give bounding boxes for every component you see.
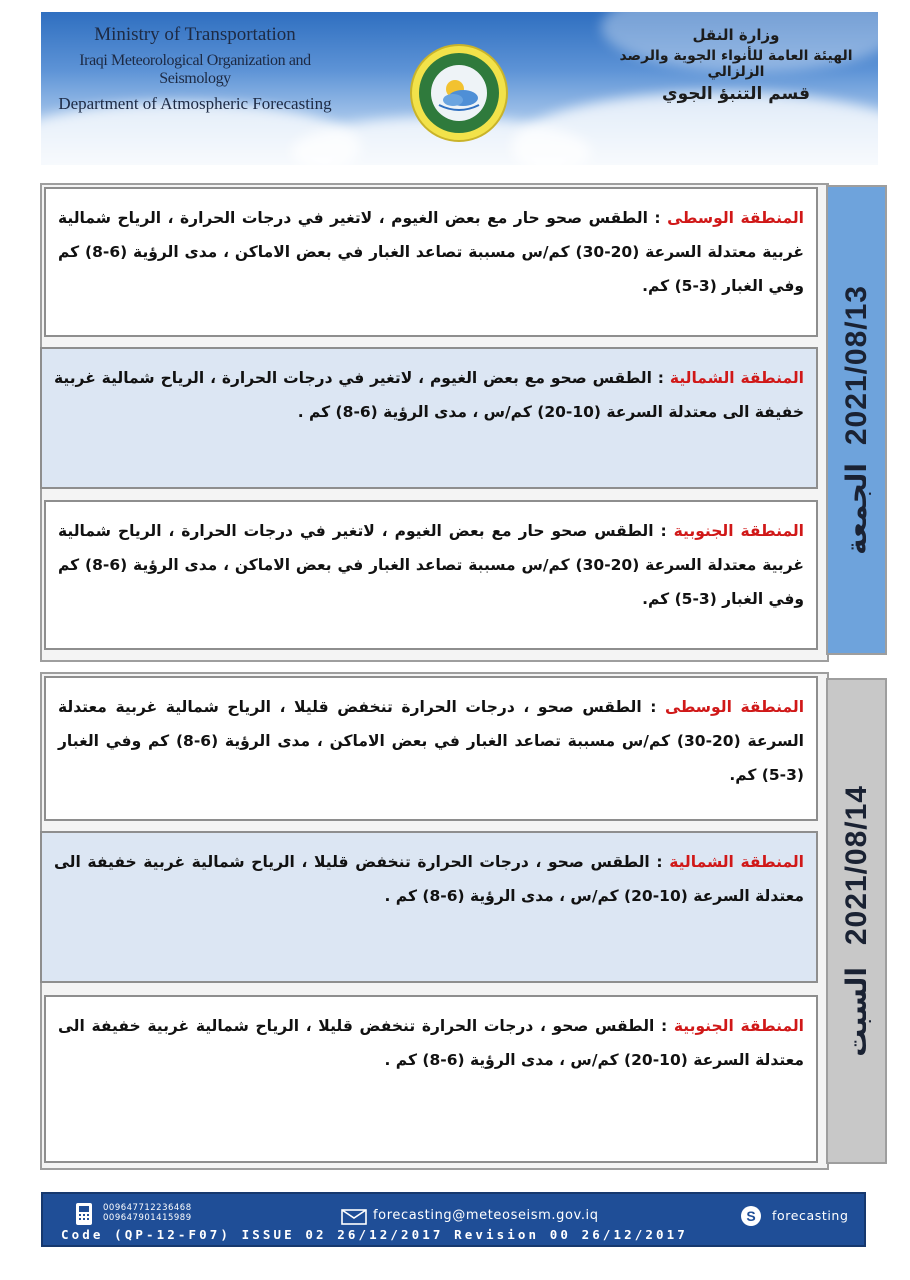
- region-label: المنطقة الوسطى: [667, 209, 804, 227]
- region-label: المنطقة الشمالية: [669, 369, 804, 387]
- day2-southern-region-box: المنطقة الجنوبية : الطقس صحو ، درجات الحرارة تنخفض قليلا ، الرياح شمالية غربية خفيفة الى معتدلة السرعة (10-20) كم/س ، مدى الرؤية (6-8) كم .: [44, 995, 818, 1163]
- document-code-line: Code (QP-12-F07) ISSUE 02 26/12/2017 Revision 00 26/12/2017: [61, 1227, 688, 1242]
- contact-footer: [41, 1192, 866, 1247]
- mail-icon: [341, 1209, 367, 1225]
- forecast-text: الطقس صحو حار مع بعض الغيوم ، لاتغير في درجات الحرارة ، الرياح شمالية غربية معتدلة السرعة (20-30) كم/س مسببة تصاعد الغبار في بعض الاماكن ، مدى الرؤية (6-8) كم وفي الغبار (3-5) كم.: [58, 522, 804, 608]
- forecast-text: الطقس صحو حار مع بعض الغيوم ، لاتغير في درجات الحرارة ، الرياح شمالية غربية معتدلة السرعة (20-30) كم/س مسببة تصاعد الغبار في بعض الاماكن ، مدى الرؤية (6-8) كم وفي الغبار (3-5) كم.: [58, 209, 804, 295]
- day1-northern-region-box: المنطقة الشمالية : الطقس صحو مع بعض الغيوم ، لاتغير في درجات الحرارة ، الرياح شمالية غربية خفيفة الى معتدلة السرعة (10-20) كم/س ، مدى الرؤية (6-8) كم .: [40, 347, 818, 489]
- phone-numbers: [103, 1203, 192, 1223]
- day1-southern-region-box: المنطقة الجنوبية : الطقس صحو حار مع بعض الغيوم ، لاتغير في درجات الحرارة ، الرياح شمالية غربية معتدلة السرعة (20-30) كم/س مسببة تصاعد الغبار في بعض الاماكن ، مدى الرؤية (6-8) كم وفي الغبار (3-5) كم.: [44, 500, 818, 650]
- phone-number-2[interactable]: 009647901415989: [103, 1213, 192, 1223]
- department-name-en: Department of Atmospheric Forecasting: [58, 94, 332, 113]
- forecast-date: 2021/08/13: [839, 284, 873, 446]
- day1-central-region-box: المنطقة الوسطى : الطقس صحو حار مع بعض الغيوم ، لاتغير في درجات الحرارة ، الرياح شمالية غربية معتدلة السرعة (20-30) كم/س مسببة تصاعد الغبار في بعض الاماكن ، مدى الرؤية (6-8) كم وفي الغبار (3-5) كم.: [44, 187, 818, 337]
- day2-date-tab: [826, 678, 887, 1164]
- region-label: المنطقة الجنوبية: [673, 522, 804, 540]
- ministry-name-ar: وزارة النقل: [692, 26, 780, 44]
- organization-name-ar: الهيئة العامة للأنواء الجوية والرصد الزلزالي: [619, 48, 853, 80]
- english-letterhead: [55, 24, 335, 114]
- ministry-name-en: Ministry of Transportation: [94, 24, 296, 45]
- skype-icon: [740, 1205, 762, 1227]
- organization-name-en: Iraqi Meteorological Organization and Seismology: [79, 52, 311, 87]
- day2-central-region-box: المنطقة الوسطى : الطقس صحو ، درجات الحرارة تنخفض قليلا ، الرياح شمالية غربية معتدلة السرعة (20-30) كم/س مسببة تصاعد الغبار في بعض الاماكن ، مدى الرؤية (6-8) كم وفي الغبار (3-5) كم.: [44, 676, 818, 821]
- skype-handle[interactable]: forecasting: [772, 1208, 849, 1223]
- email-link[interactable]: forecasting@meteoseism.gov.iq: [373, 1208, 599, 1223]
- phone-number-1[interactable]: 009647712236468: [103, 1203, 192, 1213]
- forecast-text: الطقس صحو ، درجات الحرارة تنخفض قليلا ، الرياح شمالية غربية خفيفة الى معتدلة السرعة (10-20) كم/س ، مدى الرؤية (6-8) كم .: [54, 853, 804, 905]
- forecast-day: السبت: [840, 967, 873, 1057]
- arabic-letterhead: [606, 26, 866, 104]
- forecast-text: الطقس صحو مع بعض الغيوم ، لاتغير في درجات الحرارة ، الرياح شمالية غربية خفيفة الى معتدلة السرعة (10-20) كم/س ، مدى الرؤية (6-8) كم .: [54, 369, 804, 421]
- letterhead-banner: [41, 12, 878, 165]
- region-label: المنطقة الوسطى: [665, 698, 805, 716]
- region-label: المنطقة الشمالية: [669, 853, 804, 871]
- day2-northern-region-box: المنطقة الشمالية : الطقس صحو ، درجات الحرارة تنخفض قليلا ، الرياح شمالية غربية خفيفة الى معتدلة السرعة (10-20) كم/س ، مدى الرؤية (6-8) كم .: [40, 831, 818, 983]
- forecast-day: الجمعة: [840, 463, 873, 555]
- region-label: المنطقة الجنوبية: [673, 1017, 804, 1035]
- phone-icon: [75, 1202, 93, 1226]
- meteorology-seal-icon: [409, 43, 509, 143]
- day1-date-tab: [826, 185, 887, 655]
- forecast-date: 2021/08/14: [839, 785, 873, 946]
- svg-text:S: S: [746, 1208, 756, 1224]
- department-name-ar: قسم التنبؤ الجوي: [662, 84, 810, 104]
- forecast-text: الطقس صحو ، درجات الحرارة تنخفض قليلا ، الرياح شمالية غربية خفيفة الى معتدلة السرعة (10-20) كم/س ، مدى الرؤية (6-8) كم .: [58, 1017, 804, 1069]
- forecast-text: الطقس صحو ، درجات الحرارة تنخفض قليلا ، الرياح شمالية غربية معتدلة السرعة (20-30) كم/س مسببة تصاعد الغبار في بعض الاماكن ، مدى الرؤية (6-8) كم وفي الغبار (3-5) كم.: [58, 698, 804, 784]
